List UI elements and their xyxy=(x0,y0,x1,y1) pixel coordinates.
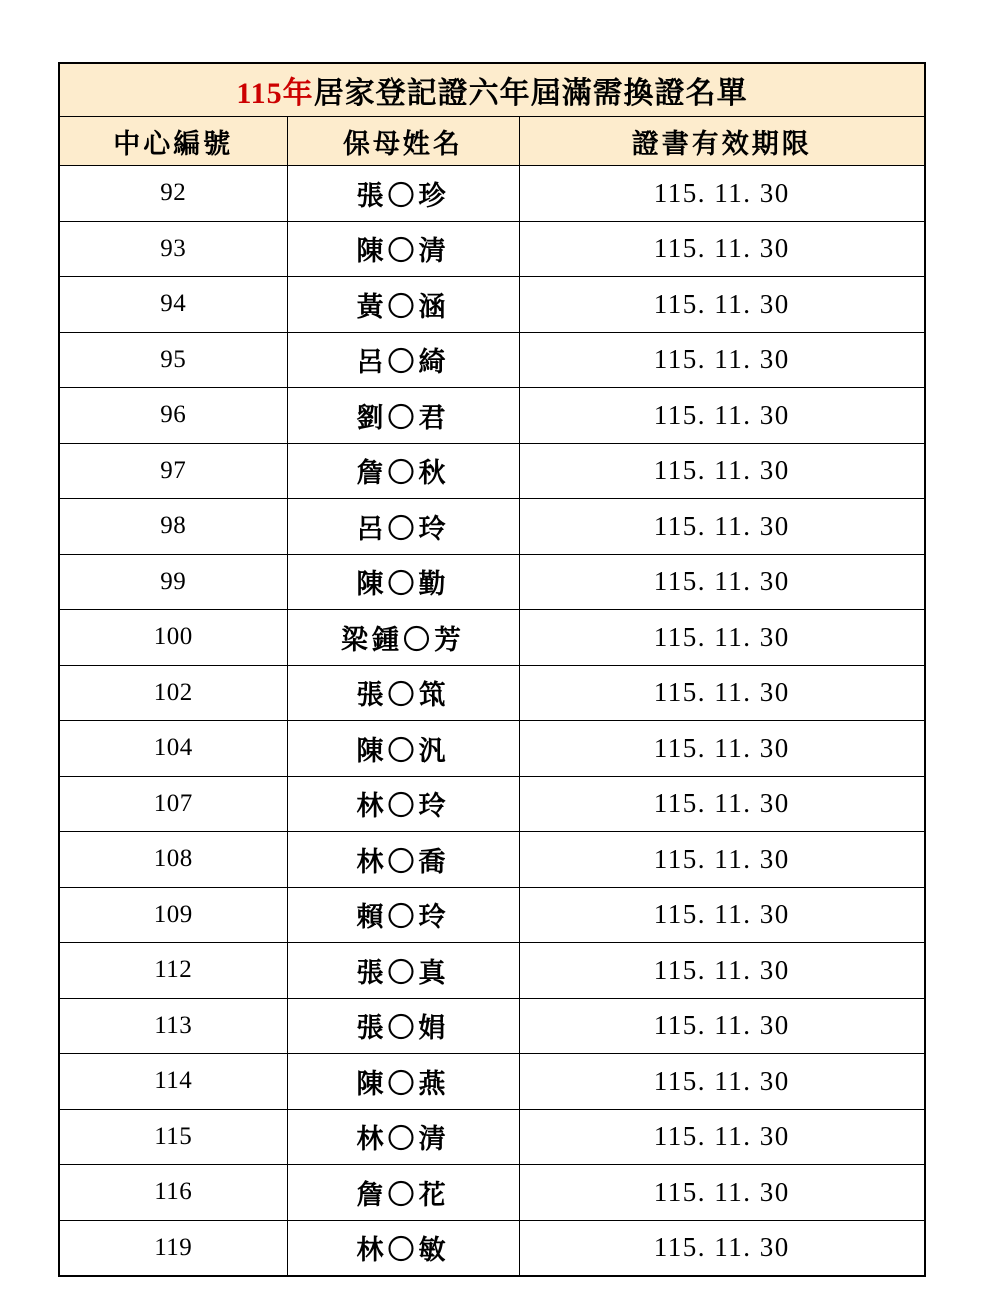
cell-center-id: 107 xyxy=(59,776,287,832)
cell-caregiver-name: 張〇珍 xyxy=(287,166,519,222)
table-row xyxy=(59,332,925,388)
cell-center-id: 94 xyxy=(59,277,287,333)
cell-valid-until: 115. 11. 30 xyxy=(519,1054,925,1110)
cell-center-id: 115 xyxy=(59,1109,287,1165)
cell-caregiver-name: 詹〇秋 xyxy=(287,443,519,499)
cell-caregiver-name: 林〇玲 xyxy=(287,776,519,832)
table-row xyxy=(59,1109,925,1165)
table-row xyxy=(59,665,925,721)
cell-caregiver-name: 呂〇綺 xyxy=(287,332,519,388)
cell-valid-until: 115. 11. 30 xyxy=(519,221,925,277)
title-row xyxy=(59,63,925,117)
cell-center-id: 113 xyxy=(59,998,287,1054)
cell-center-id: 114 xyxy=(59,1054,287,1110)
column-header-valid-until: 證書有效期限 xyxy=(519,117,925,166)
cell-caregiver-name: 林〇清 xyxy=(287,1109,519,1165)
cell-center-id: 100 xyxy=(59,610,287,666)
cell-center-id: 93 xyxy=(59,221,287,277)
cell-valid-until: 115. 11. 30 xyxy=(519,887,925,943)
cell-center-id: 97 xyxy=(59,443,287,499)
cell-valid-until: 115. 11. 30 xyxy=(519,332,925,388)
cell-center-id: 92 xyxy=(59,166,287,222)
cell-valid-until: 115. 11. 30 xyxy=(519,499,925,555)
title-year-text: 115年 xyxy=(236,77,314,110)
table-row xyxy=(59,721,925,777)
table-row xyxy=(59,388,925,444)
table-row xyxy=(59,943,925,999)
table-row xyxy=(59,166,925,222)
cell-valid-until: 115. 11. 30 xyxy=(519,943,925,999)
table-row xyxy=(59,221,925,277)
table-row xyxy=(59,1165,925,1221)
cell-center-id: 104 xyxy=(59,721,287,777)
page-title xyxy=(59,63,925,117)
column-header-caregiver-name: 保母姓名 xyxy=(287,117,519,166)
table-header-row xyxy=(59,117,925,166)
cell-center-id: 108 xyxy=(59,832,287,888)
table-body xyxy=(59,166,925,1277)
cell-valid-until: 115. 11. 30 xyxy=(519,277,925,333)
cell-valid-until: 115. 11. 30 xyxy=(519,721,925,777)
cell-caregiver-name: 陳〇清 xyxy=(287,221,519,277)
table-row xyxy=(59,554,925,610)
cell-valid-until: 115. 11. 30 xyxy=(519,776,925,832)
cell-caregiver-name: 賴〇玲 xyxy=(287,887,519,943)
cell-caregiver-name: 張〇真 xyxy=(287,943,519,999)
cell-center-id: 112 xyxy=(59,943,287,999)
cell-center-id: 96 xyxy=(59,388,287,444)
table-row xyxy=(59,1054,925,1110)
cell-caregiver-name: 林〇喬 xyxy=(287,832,519,888)
cell-valid-until: 115. 11. 30 xyxy=(519,665,925,721)
cell-caregiver-name: 呂〇玲 xyxy=(287,499,519,555)
cell-valid-until: 115. 11. 30 xyxy=(519,443,925,499)
table-row xyxy=(59,1220,925,1276)
title-main-text: 居家登記證六年屆滿需換證名單 xyxy=(313,77,748,110)
cell-center-id: 116 xyxy=(59,1165,287,1221)
cell-center-id: 98 xyxy=(59,499,287,555)
table-row xyxy=(59,776,925,832)
table-row xyxy=(59,832,925,888)
cell-valid-until: 115. 11. 30 xyxy=(519,1109,925,1165)
cell-caregiver-name: 劉〇君 xyxy=(287,388,519,444)
cell-caregiver-name: 詹〇花 xyxy=(287,1165,519,1221)
cell-valid-until: 115. 11. 30 xyxy=(519,998,925,1054)
table-row xyxy=(59,887,925,943)
cell-caregiver-name: 陳〇汎 xyxy=(287,721,519,777)
certificate-renewal-table xyxy=(58,62,926,1277)
cell-caregiver-name: 陳〇燕 xyxy=(287,1054,519,1110)
cell-center-id: 102 xyxy=(59,665,287,721)
cell-caregiver-name: 張〇娟 xyxy=(287,998,519,1054)
cell-valid-until: 115. 11. 30 xyxy=(519,388,925,444)
cell-valid-until: 115. 11. 30 xyxy=(519,832,925,888)
cell-caregiver-name: 陳〇勤 xyxy=(287,554,519,610)
table-row xyxy=(59,443,925,499)
cell-valid-until: 115. 11. 30 xyxy=(519,554,925,610)
column-header-center-id: 中心編號 xyxy=(59,117,287,166)
cell-valid-until: 115. 11. 30 xyxy=(519,1220,925,1276)
cell-center-id: 99 xyxy=(59,554,287,610)
cell-valid-until: 115. 11. 30 xyxy=(519,1165,925,1221)
table-row xyxy=(59,610,925,666)
cell-caregiver-name: 黃〇涵 xyxy=(287,277,519,333)
table-row xyxy=(59,998,925,1054)
cell-caregiver-name: 林〇敏 xyxy=(287,1220,519,1276)
cell-center-id: 119 xyxy=(59,1220,287,1276)
cell-caregiver-name: 張〇筑 xyxy=(287,665,519,721)
cell-center-id: 95 xyxy=(59,332,287,388)
cell-caregiver-name: 梁鍾〇芳 xyxy=(287,610,519,666)
table-row xyxy=(59,499,925,555)
cell-center-id: 109 xyxy=(59,887,287,943)
table-row xyxy=(59,277,925,333)
cell-valid-until: 115. 11. 30 xyxy=(519,166,925,222)
cell-valid-until: 115. 11. 30 xyxy=(519,610,925,666)
